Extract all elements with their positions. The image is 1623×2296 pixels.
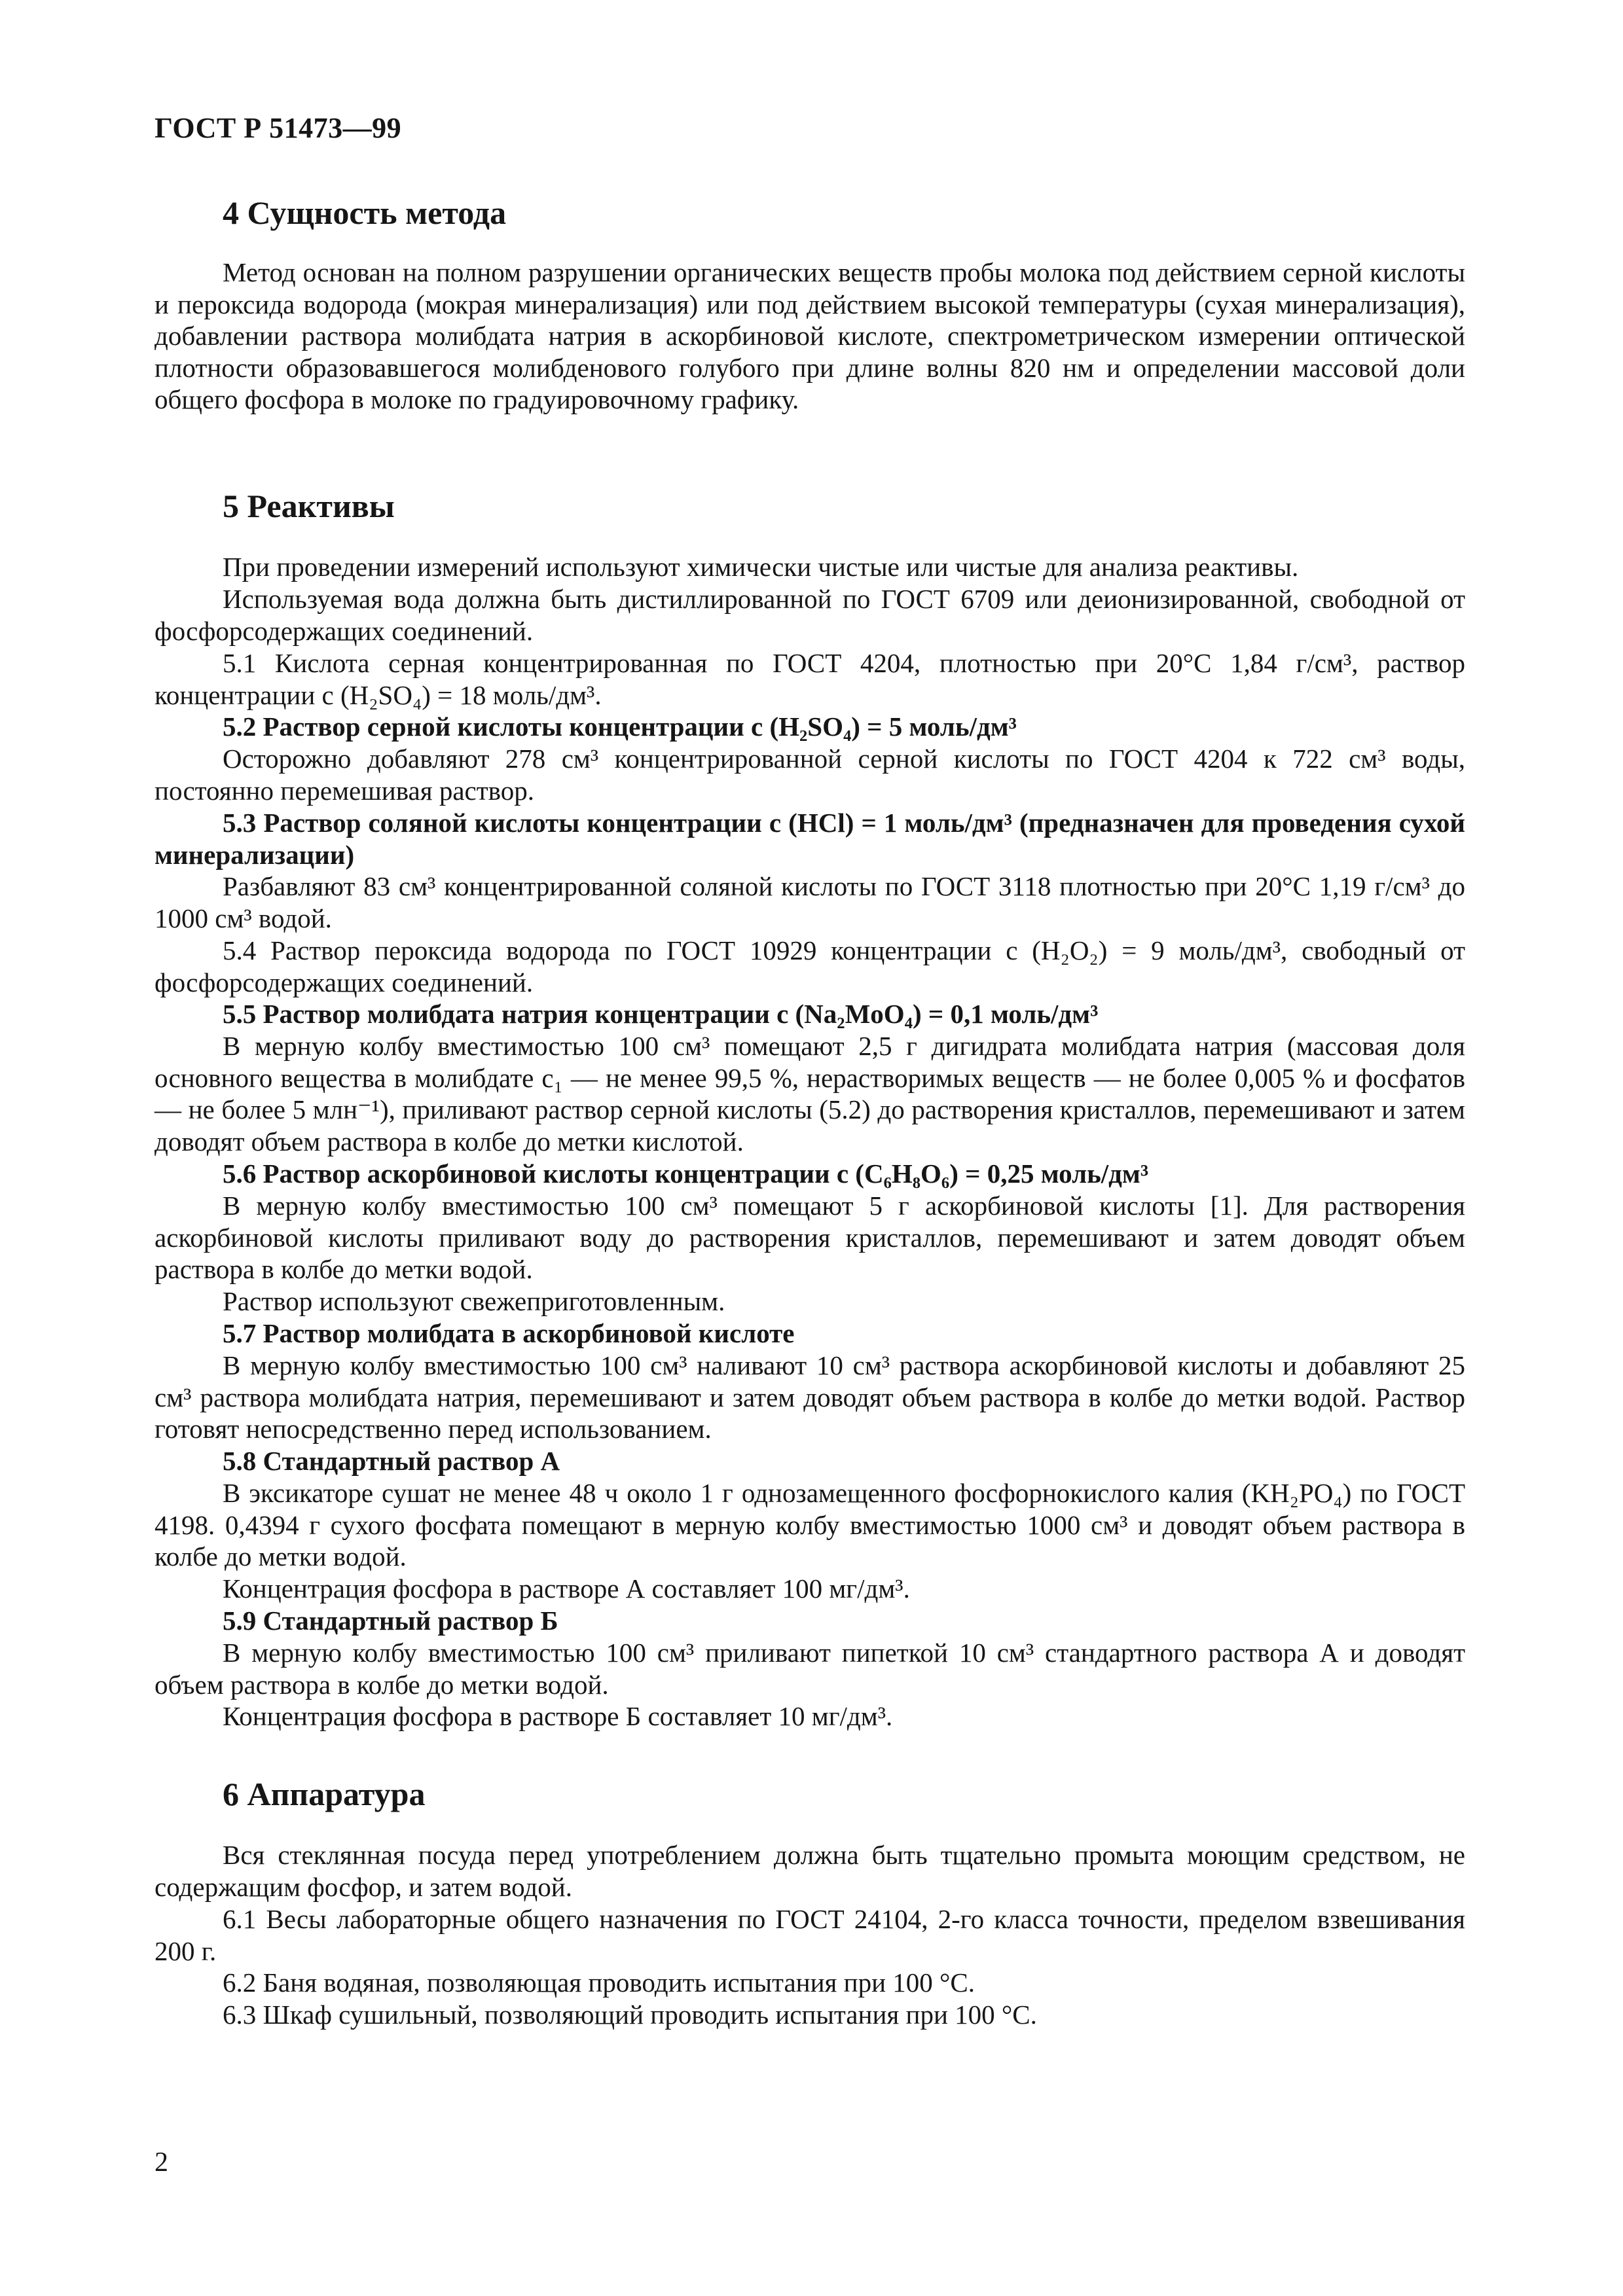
apparatus-intro: Вся стеклянная посуда перед употреблением должна быть тщательно промыта моющим средством, не содержащим фосфор, и затем водой. xyxy=(155,1840,1465,1902)
clause-5-5-text: В мерную колбу вместимостью 100 см³ помещают 2,5 г дигидрата молибдата натрия (массовая доля основного вещества в молибдате c₁ — не менее 99,5 %, нерастворимых веществ — не более 0,005 % и фосфатов — не более 5 млн⁻¹), приливают раствор серной кислоты (5.2) до растворения кристаллов, перемешивают и затем доводят объем раствора в колбе до метки кислотой. xyxy=(155,1031,1465,1157)
clause-5-3-heading xyxy=(155,807,1465,870)
document-code-header: ГОСТ Р 51473—99 xyxy=(155,112,402,144)
clause-5-9-heading xyxy=(155,1605,1465,1637)
clause-5-8-text: В эксикаторе сушат не менее 48 ч около 1 г однозамещенного фосфорнокислого калия (KH₂PO₄) по ГОСТ 4198. 0,4394 г сухого фосфата помещают в мерную колбу вместимостью 1000 см³ и доводят объем раствора в колбе до метки водой. xyxy=(155,1478,1465,1571)
reagents-intro: При проведении измерений используют химически чистые или чистые для анализа реактивы. xyxy=(223,552,1299,582)
clause-5-2-heading xyxy=(155,711,1465,743)
clause-5-8-heading xyxy=(155,1445,1465,1477)
clause-5-5-heading xyxy=(155,998,1465,1030)
clause-5-8-heading-text: 5.8 Стандартный раствор А xyxy=(223,1446,560,1476)
clause-5-9-heading-text: 5.9 Стандартный раствор Б xyxy=(223,1605,558,1636)
section-6-title: 6 Аппаратура xyxy=(223,1776,426,1812)
clause-5-4: 5.4 Раствор пероксида водорода по ГОСТ 10929 концентрации c (H₂O₂) = 9 моль/дм³, свободный от фосфорсодержащих соединений. xyxy=(155,935,1465,997)
section-5-title: 5 Реактивы xyxy=(223,488,395,524)
clause-5-7-text: В мерную колбу вместимостью 100 см³ наливают 10 см³ раствора аскорбиновой кислоты и добавляют 25 см³ раствора молибдата натрия, перемешивают и затем доводят объем раствора в колбе до метки водой. Раствор готовят непосредственно перед использованием. xyxy=(155,1350,1465,1444)
clause-5-3-text: Разбавляют 83 см³ концентрированной соляной кислоты по ГОСТ 3118 плотностью при 20°С 1,19 г/см³ до 1000 см³ водой. xyxy=(155,871,1465,933)
reagents-water-note: Используемая вода должна быть дистиллированной по ГОСТ 6709 или деионизированной, свободной от фосфорсодержащих соединений. xyxy=(155,584,1465,646)
clause-5-7-heading-text: 5.7 Раствор молибдата в аскорбиновой кислоте xyxy=(223,1318,795,1348)
section-4-paragraph: Метод основан на полном разрушении органических веществ пробы молока под действием серной кислоты и пероксида водорода (мокрая минерализация) или под действием высокой температуры (сухая минерализация), добавлении раствора молибдата натрия в аскорбиновой кислоте, спектрометрическом измерении оптической плотности образовавшегося молибденового голубого при длине волны 820 нм и определении массовой доли общего фосфора в молоке по градуировочному графику. xyxy=(155,257,1465,414)
section-4-title: 4 Сущность метода xyxy=(223,194,507,231)
clause-6-1: 6.1 Весы лабораторные общего назначения по ГОСТ 24104, 2-го класса точности, пределом взвешивания 200 г. xyxy=(155,1904,1465,1966)
clause-6-2: 6.2 Баня водяная, позволяющая проводить испытания при 100 °С. xyxy=(223,1967,976,1998)
clause-5-1: 5.1 Кислота серная концентрированная по ГОСТ 4204, плотностью при 20°С 1,84 г/см³, раствор концентрации c (H₂SO₄) = 18 моль/дм³. xyxy=(155,648,1465,710)
clause-5-2-heading-text: 5.2 Раствор серной кислоты концентрации c (H₂SO₄) = 5 моль/дм³ xyxy=(223,711,1017,742)
clause-5-3-heading-text: 5.3 Раствор соляной кислоты концентрации c (HCl) = 1 моль/дм³ (предназначен для проведения сухой минерализации) xyxy=(155,808,1465,870)
clause-5-6-text: В мерную колбу вместимостью 100 см³ помещают 5 г аскорбиновой кислоты [1]. Для растворения аскорбиновой кислоты приливают воду до растворения кристаллов, перемешивают и затем доводят объем раствора в колбе до метки водой. xyxy=(155,1191,1465,1284)
clause-6-3: 6.3 Шкаф сушильный, позволяющий проводить испытания при 100 °С. xyxy=(223,2000,1037,2030)
clause-5-7-heading xyxy=(155,1318,1465,1350)
clause-5-9-concentration: Концентрация фосфора в растворе Б составляет 10 мг/дм³. xyxy=(223,1701,893,1731)
clause-5-5-heading-text: 5.5 Раствор молибдата натрия концентрации c (Na₂MoO₄) = 0,1 моль/дм³ xyxy=(223,999,1099,1029)
clause-5-2-text: Осторожно добавляют 278 см³ концентрированной серной кислоты по ГОСТ 4204 к 722 см³ воды, постоянно перемешивая раствор. xyxy=(155,744,1465,806)
clause-5-6-note: Раствор используют свежеприготовленным. xyxy=(223,1286,725,1316)
clause-5-6-heading-text: 5.6 Раствор аскорбиновой кислоты концентрации c (C₆H₈O₆) = 0,25 моль/дм³ xyxy=(223,1158,1149,1189)
clause-5-9-text: В мерную колбу вместимостью 100 см³ приливают пипеткой 10 см³ стандартного раствора А и доводят объем раствора в колбе до метки водой. xyxy=(155,1638,1465,1700)
clause-5-6-heading xyxy=(155,1158,1465,1190)
page-number: 2 xyxy=(155,2147,168,2178)
clause-5-8-concentration: Концентрация фосфора в растворе А составляет 100 мг/дм³. xyxy=(223,1573,910,1604)
